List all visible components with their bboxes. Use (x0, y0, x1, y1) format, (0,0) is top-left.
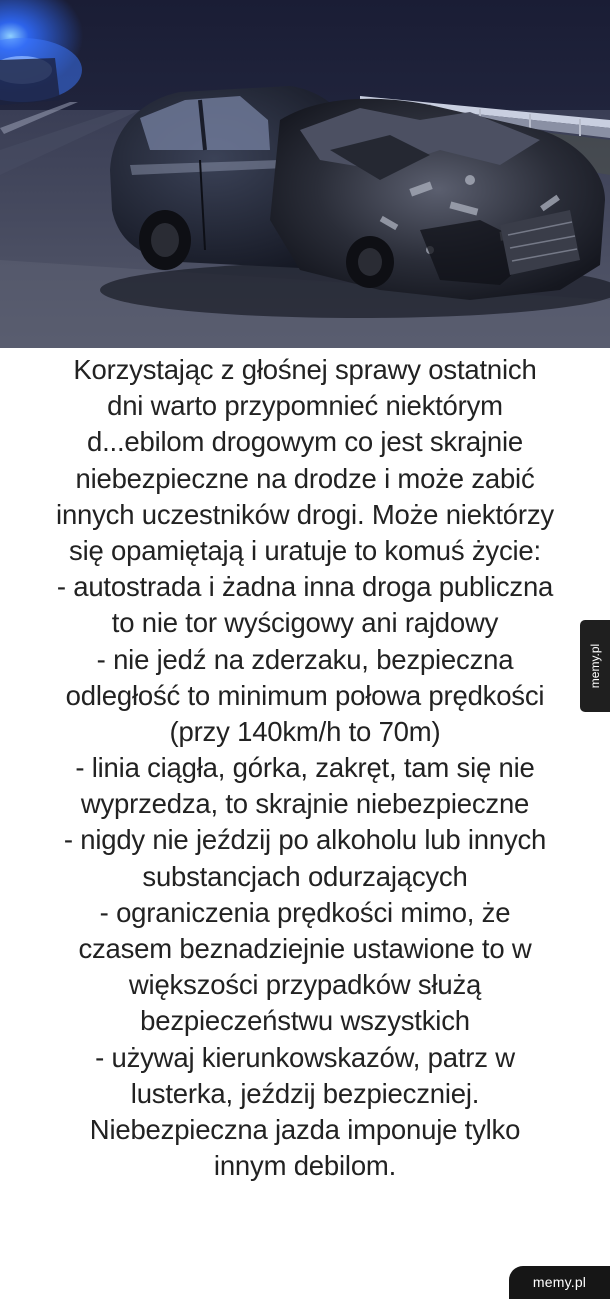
caption-line: - używaj kierunkowskazów, patrz w (95, 1041, 515, 1073)
caption-line: innym debilom. (213, 1150, 397, 1182)
caption-line: innych uczestników drogi. Może niektórzy (56, 498, 554, 530)
caption-line: - nie jedź na zderzaku, bezpieczna (96, 643, 514, 675)
memy-badge[interactable] (509, 1266, 610, 1299)
caption-line: odległość to minimum połowa prędkości (65, 679, 545, 711)
caption-line: bezpieczeństwu wszystkich (140, 1005, 470, 1037)
meme-caption (0, 352, 610, 1184)
caption-line: - autostrada i żadna inna droga publiczna (56, 571, 554, 603)
caption-line: d...ebilom drogowym co jest skrajnie (86, 426, 524, 458)
caption-line: to nie tor wyścigowy ani rajdowy (111, 607, 499, 639)
caption-line: lusterka, jeździj bezpieczniej. (130, 1077, 480, 1109)
caption-line: (przy 140km/h to 70m) (169, 715, 441, 747)
memy-badge-text: memy.pl (532, 1274, 587, 1290)
caption-line: wyprzedza, to skrajnie niebezpieczne (80, 788, 530, 820)
caption-line: niebezpieczne na drodze i może zabić (75, 462, 535, 494)
caption-line: - ograniczenia prędkości mimo, że (99, 896, 511, 928)
caption-line: Niebezpieczna jazda imponuje tylko (89, 1113, 521, 1145)
caption-line: większości przypadków służą (128, 969, 482, 1001)
crashed-car-photo (0, 0, 610, 348)
caption-line: - nigdy nie jeździj po alkoholu lub innych (63, 824, 547, 856)
caption-line: substancjach odurzających (142, 860, 468, 892)
caption-line: Korzystając z głośnej sprawy ostatnich (73, 354, 537, 385)
caption-line: się opamiętają i uratuje to komuś życie: (69, 534, 541, 566)
caption-line: czasem beznadziejnie ustawione to w (78, 933, 532, 964)
caption-line: - linia ciągła, górka, zakręt, tam się nie (75, 752, 535, 784)
side-watermark-text: memy.pl (588, 643, 602, 689)
caption-line: dni warto przypomnieć niektórym (107, 390, 503, 422)
side-watermark (580, 620, 610, 712)
